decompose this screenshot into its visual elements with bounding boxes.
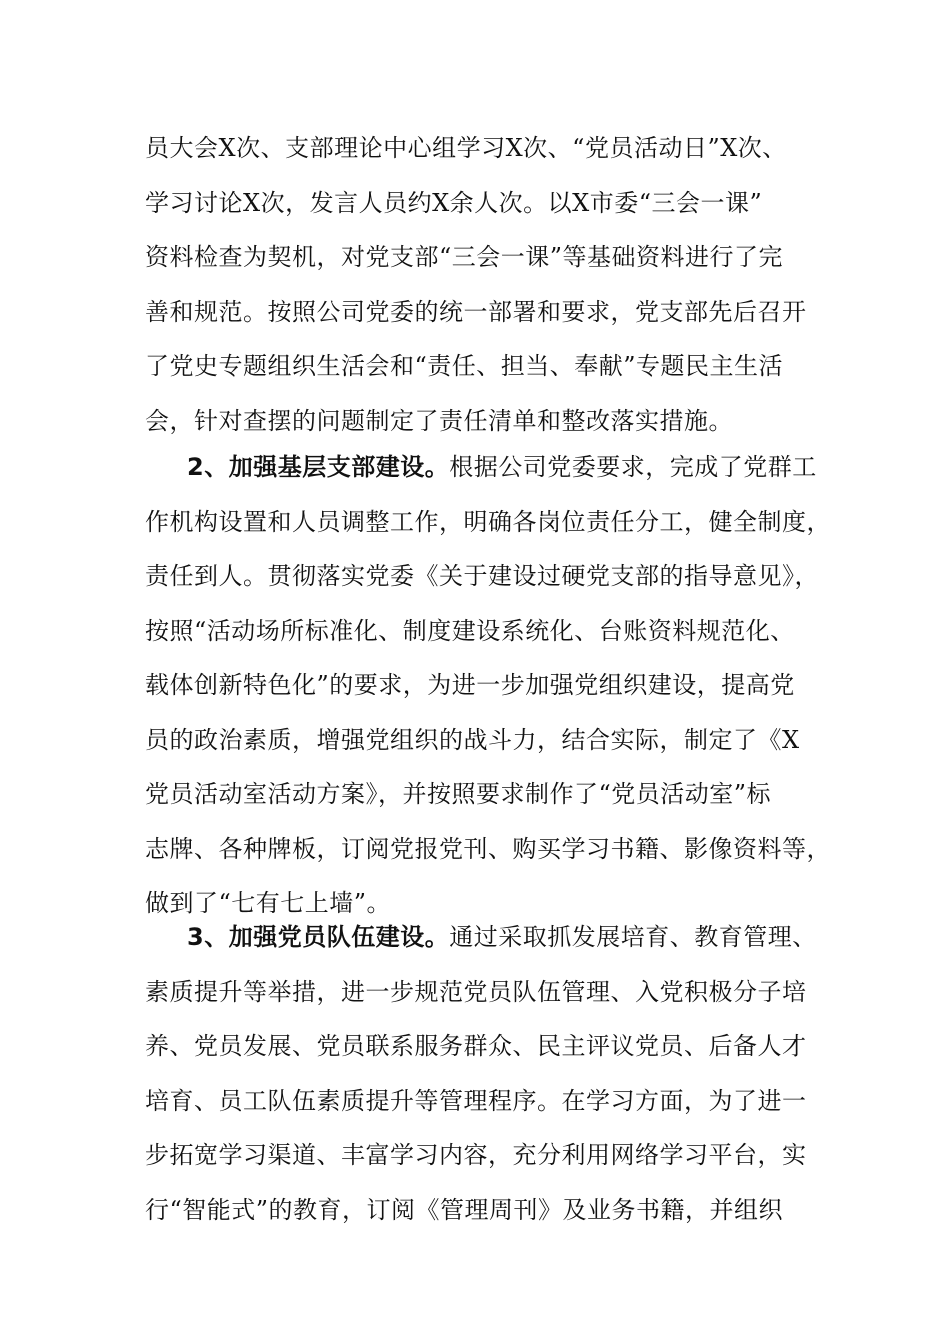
text-line: 做到了“七有七上墙”。	[145, 889, 392, 917]
text-line: 资料检查为契机，对党支部“三会一课”等基础资料进行了完	[145, 243, 784, 271]
text-line: 员的政治素质，增强党组织的战斗力，结合实际，制定了《X	[145, 725, 800, 754]
section-heading: 2、加强基层支部建设。	[187, 453, 450, 481]
text-line: 养、党员发展、党员联系服务群众、民主评议党员、后备人才	[145, 1032, 807, 1060]
text-line: 志牌、各种牌板，订阅党报党刊、购买学习书籍、影像资料等，	[145, 834, 831, 863]
text-line: 素质提升等举措，进一步规范党员队伍管理、入党积极分子培	[145, 977, 807, 1006]
text-line: 会，针对查摆的问题制定了责任清单和整改落实措施。	[145, 406, 733, 435]
section-heading: 3、加强党员队伍建设。	[187, 923, 450, 951]
paragraph-3	[145, 910, 815, 1237]
text-line: 学习讨论X次，发言人员约X余人次。以X市委“三会一课”	[145, 188, 763, 217]
text-line: 党员活动室活动方案》，并按照要求制作了“党员活动室”标	[145, 780, 772, 808]
text-line: 了党史专题组织生活会和“责任、担当、奉献”专题民主生活	[145, 352, 784, 380]
text-line: 责任到人。贯彻落实党委《关于建设过硬党支部的指导意见》，	[145, 562, 819, 590]
text-run: 通过采取抓发展培育、教育管理、	[449, 923, 817, 951]
text-line: 员大会X次、支部理论中心组学习X次、“党员活动日”X次、	[145, 134, 787, 162]
text-run: 根据公司党委要求，完成了党群工	[449, 453, 817, 481]
text-line-first	[145, 440, 815, 495]
text-line: 作机构设置和人员调整工作，明确各岗位责任分工，健全制度，	[145, 507, 831, 536]
paragraph-2	[145, 440, 831, 931]
paragraph-1	[145, 121, 815, 448]
text-line: 载体创新特色化”的要求，为进一步加强党组织建设，提高党	[145, 671, 795, 699]
text-line: 步拓宽学习渠道、丰富学习内容，充分利用网络学习平台，实	[145, 1141, 807, 1169]
text-line: 按照“活动场所标准化、制度建设系统化、台账资料规范化、	[145, 616, 795, 645]
text-line: 培育、员工队伍素质提升等管理程序。在学习方面，为了进一	[145, 1086, 807, 1115]
text-line-first	[145, 910, 815, 965]
text-line: 善和规范。按照公司党委的统一部署和要求，党支部先后召开	[145, 297, 807, 326]
text-line: 行“智能式”的教育，订阅《管理周刊》及业务书籍，并组织	[145, 1195, 784, 1224]
